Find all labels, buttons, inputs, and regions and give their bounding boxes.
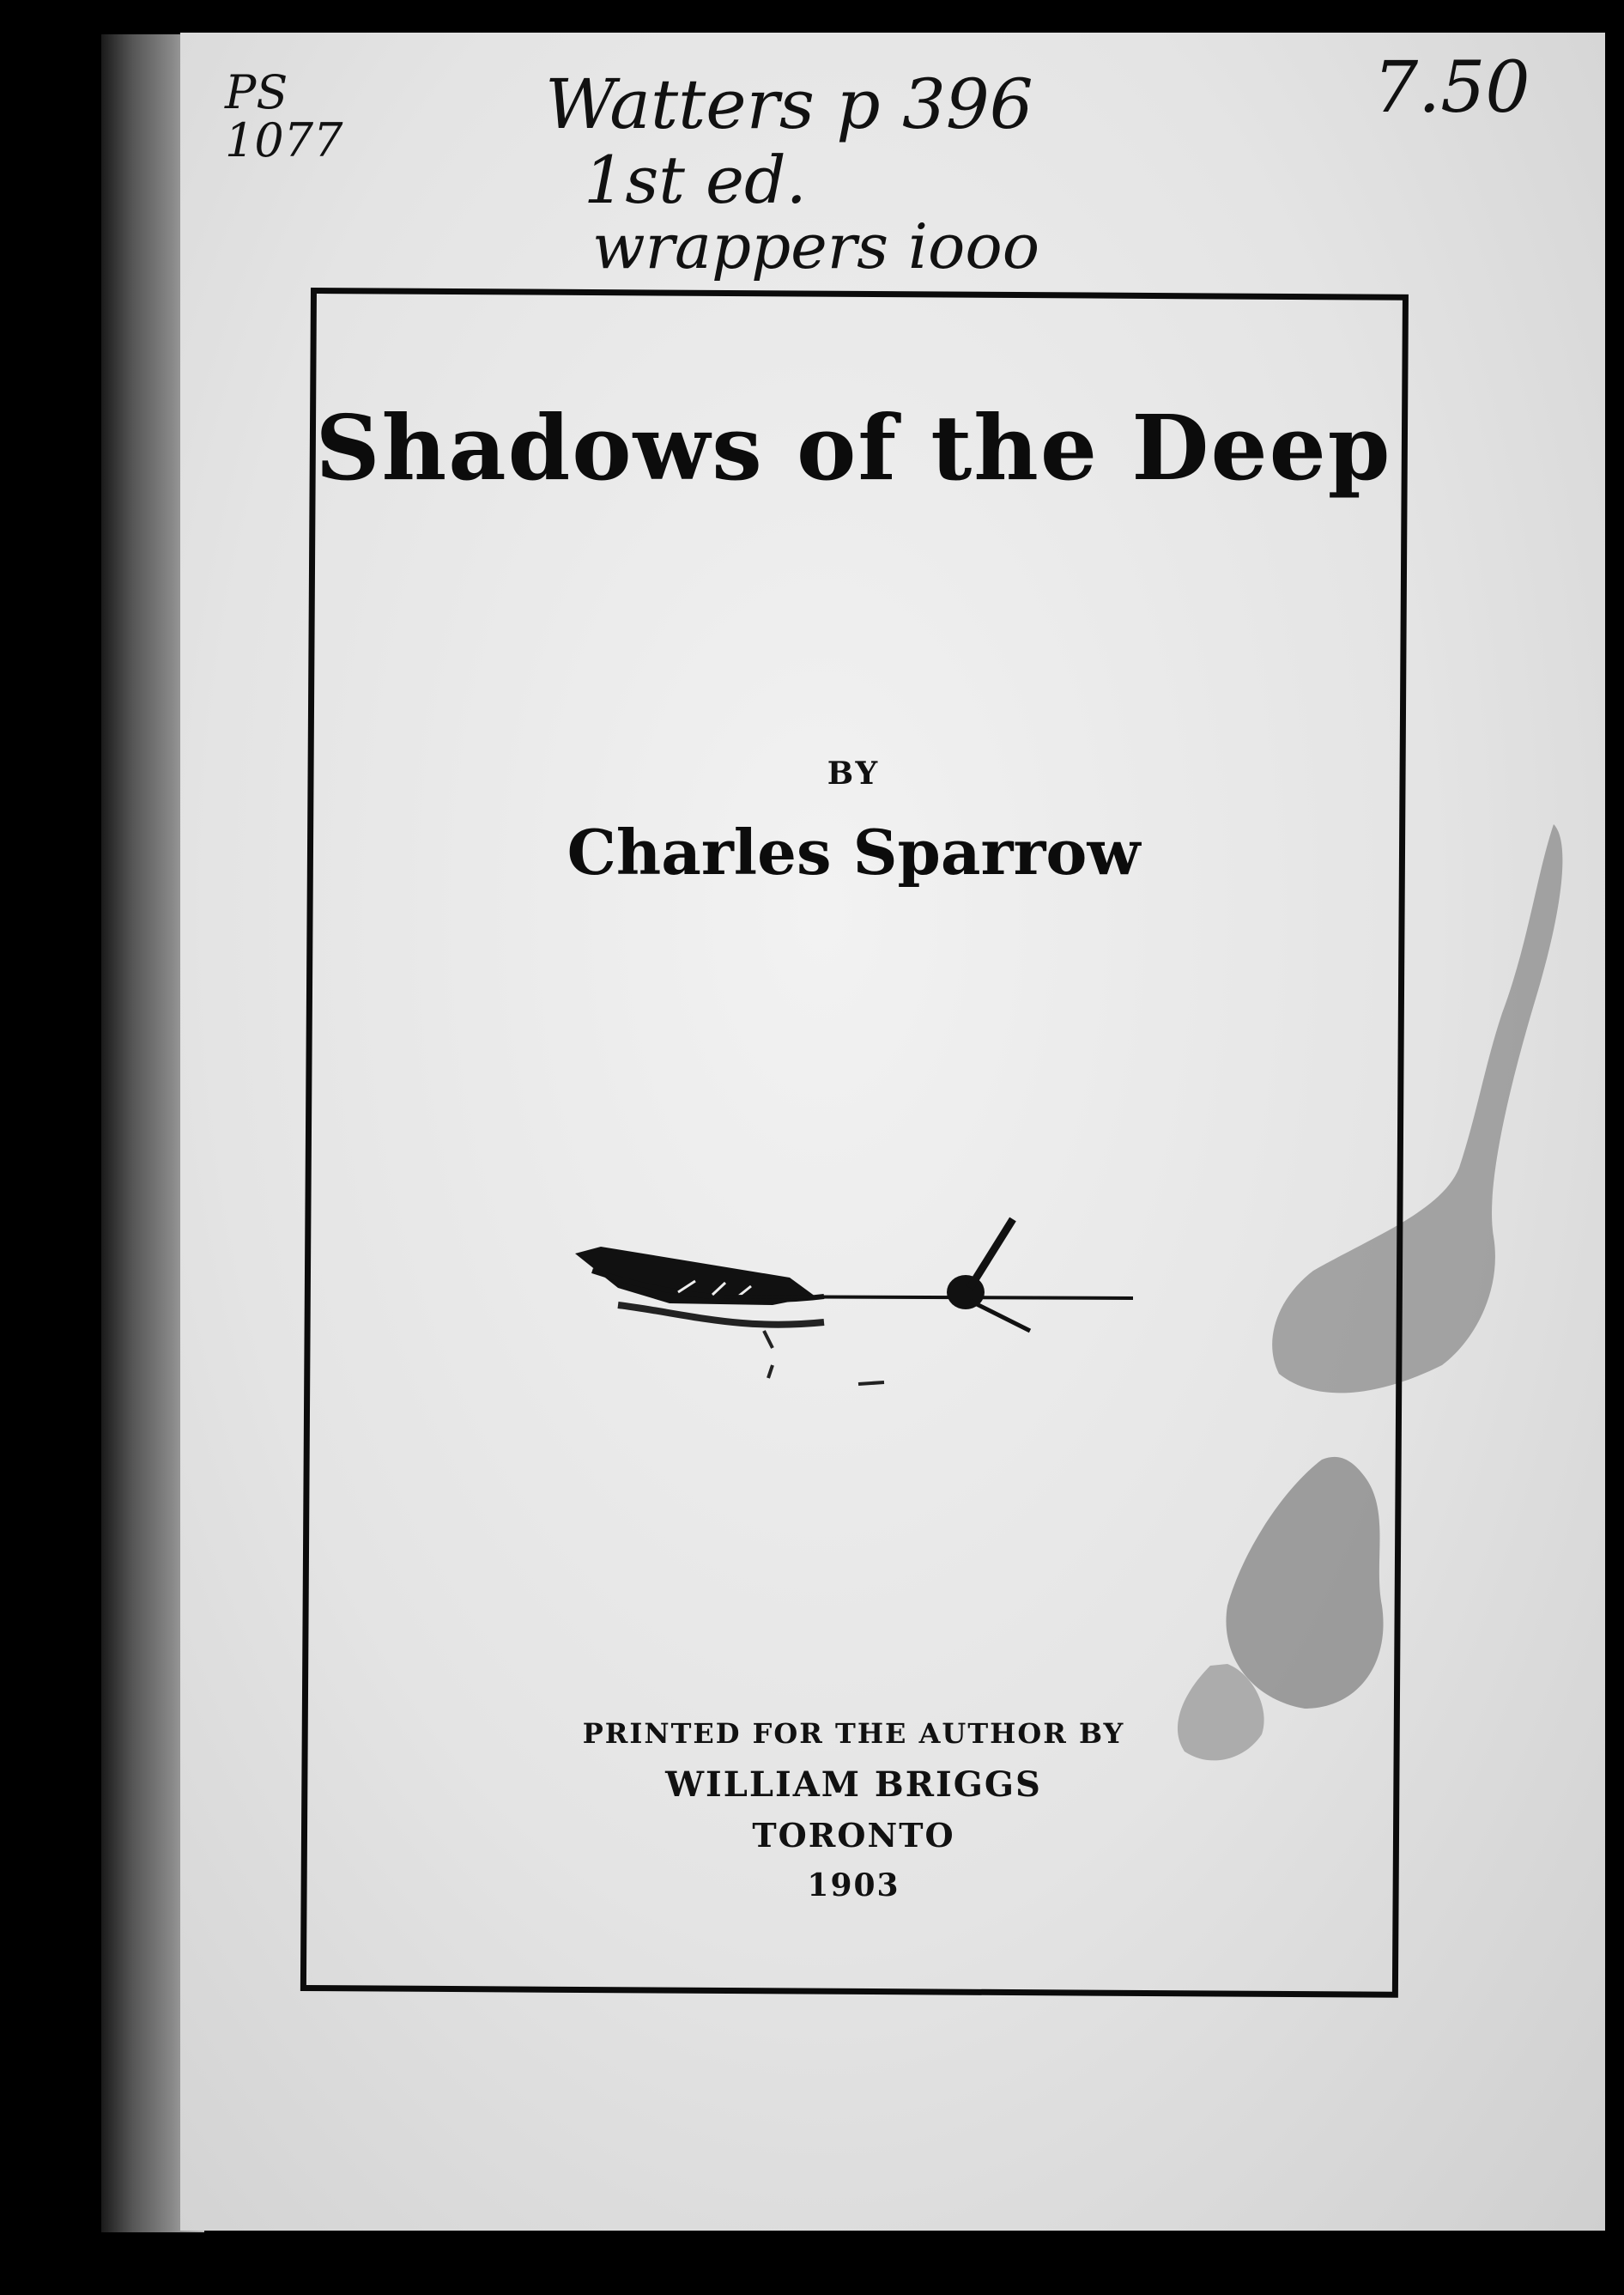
first-edition-annotation: 1st ed. [584, 142, 807, 218]
book-title: Shadows of the Deep [315, 395, 1392, 501]
publication-city: TORONTO [752, 1816, 955, 1855]
call-number-annotation: PS 1077 [225, 65, 343, 167]
publication-year: 1903 [807, 1867, 900, 1903]
wrappers-annotation: wrappers iooo [592, 210, 1040, 282]
publisher-name: WILLIAM BRIGGS [665, 1764, 1042, 1805]
price-annotation: 7.50 [1373, 47, 1530, 129]
printed-for-line: PRINTED FOR THE AUTHOR BY [582, 1717, 1125, 1750]
author-name: Charles Sparrow [567, 816, 1141, 889]
by-label: BY [827, 756, 881, 792]
wrecked-ship-icon [567, 1202, 1133, 1408]
watters-reference-annotation: Watters p 396 [545, 64, 1033, 144]
